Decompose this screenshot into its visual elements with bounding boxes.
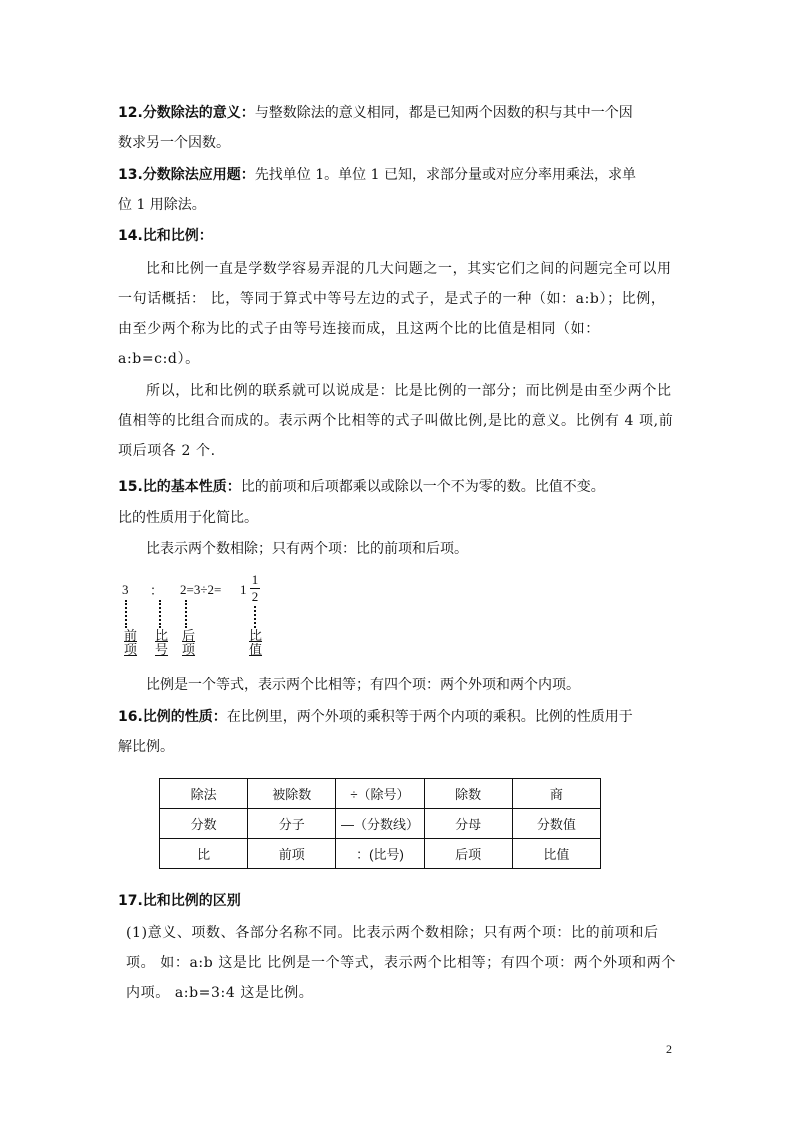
section-13-title: 13.分数除法应用题： [118,167,255,183]
section-14-paragraph2: 所以，比和比例的联系就可以说成是：比是比例的一部分；而比例是由至少两个比值相等的比组合而成的。表示两个比相等的式子叫做比例,是比的意义。比例有 4 项,前项后项各 2 个. [118,383,674,459]
diagram-dotline-front [125,600,129,628]
section-16-text1: 在比例里，两个外项的乘积等于两个内项的乘积。比例的性质用于 [226,709,633,725]
section-15-title: 15.比的基本性质： [118,479,241,495]
section-12-text1: 与整数除法的意义相同，都是已知两个因数的积与其中一个因 [254,105,633,121]
table-row [160,839,601,869]
table-cell: 前项 [248,839,336,869]
section-13-line2: 位 1 用除法。 [118,197,206,213]
section-15-line4: 比例是一个等式，表示两个比相等；有四个项：两个外项和两个内项。 [146,677,580,693]
table-cell: 分数值 [512,809,600,839]
section-12-line2: 数求另一个因数。 [118,135,230,151]
section-17-paragraph1: (1)意义、项数、各部分名称不同。比表示两个数相除；只有两个项：比的前项和后项。 如：a:b 这是比 比例是一个等式，表示两个比相等；有四个项：两个外项和两个内项。 a:b=3:4 这是比例。 [126,925,676,1001]
section-15-line2: 比的性质用于化简比。 [118,510,258,526]
section-15-text1: 比的前项和后项都乘以或除以一个不为零的数。比值不变。 [240,479,605,495]
comparison-table [159,778,601,869]
diagram-label-back: 后项 [182,629,196,658]
diagram-equation: 2=3÷2= [180,582,222,597]
section-15-line1 [118,472,678,502]
table-cell: —（分数线） [336,809,424,839]
section-16-title: 16.比例的性质： [118,709,227,725]
section-14-title: 14.比和比例： [118,228,213,244]
diagram-dotline-value [254,606,258,628]
diagram-dotline-back [185,600,189,628]
section-13-text1: 先找单位 1。单位 1 已知，求部分量或对应分率用乘法，求单 [254,167,636,183]
diagram-colon: ： [150,583,164,598]
section-12-line1 [118,98,678,128]
table-cell: 分母 [424,809,512,839]
section-13-line1 [118,160,678,190]
diagram-numerator: 1 [251,572,259,587]
diagram-label-value: 比值 [249,629,263,658]
diagram-label-front: 前项 [124,629,138,658]
diagram-label-ratio-sign: 比号 [155,629,169,658]
section-17-title: 17.比和比例的区别 [118,893,241,909]
table-row [160,779,601,809]
diagram-whole: 1 [240,582,247,597]
diagram-denominator: 2 [251,589,259,604]
table-cell: 除法 [160,779,248,809]
table-cell: 分子 [248,809,336,839]
table-cell: 被除数 [248,779,336,809]
table-cell: 后项 [424,839,512,869]
page-number: 2 [666,1042,672,1056]
table-cell: 比 [160,839,248,869]
section-16-line2: 解比例。 [118,739,174,755]
table-cell: ：(比号) [336,839,424,869]
section-16-line1 [118,702,678,732]
table-cell: 除数 [424,779,512,809]
table-cell: 比值 [512,839,600,869]
table-row [160,809,601,839]
ratio-diagram [122,572,302,664]
section-12-title: 12.分数除法的意义： [118,105,255,121]
diagram-dotline-ratio-sign [159,600,163,628]
diagram-antecedent: 3 [122,582,129,597]
table-cell: 商 [512,779,600,809]
table-cell: ÷（除号） [336,779,424,809]
table-cell: 分数 [160,809,248,839]
section-14-paragraph1: 比和比例一直是学数学容易弄混的几大问题之一，其实它们之间的问题完全可以用一句话概括： 比，等同于算式中等号左边的式子，是式子的一种（如：a:b）；比例，由至少两个称为比的式子由等号连接而成，且这两个比的比值是相同（如：a:b=c:d）。 [118,261,672,367]
section-15-line3: 比表示两个数相除；只有两个项：比的前项和后项。 [146,541,468,557]
